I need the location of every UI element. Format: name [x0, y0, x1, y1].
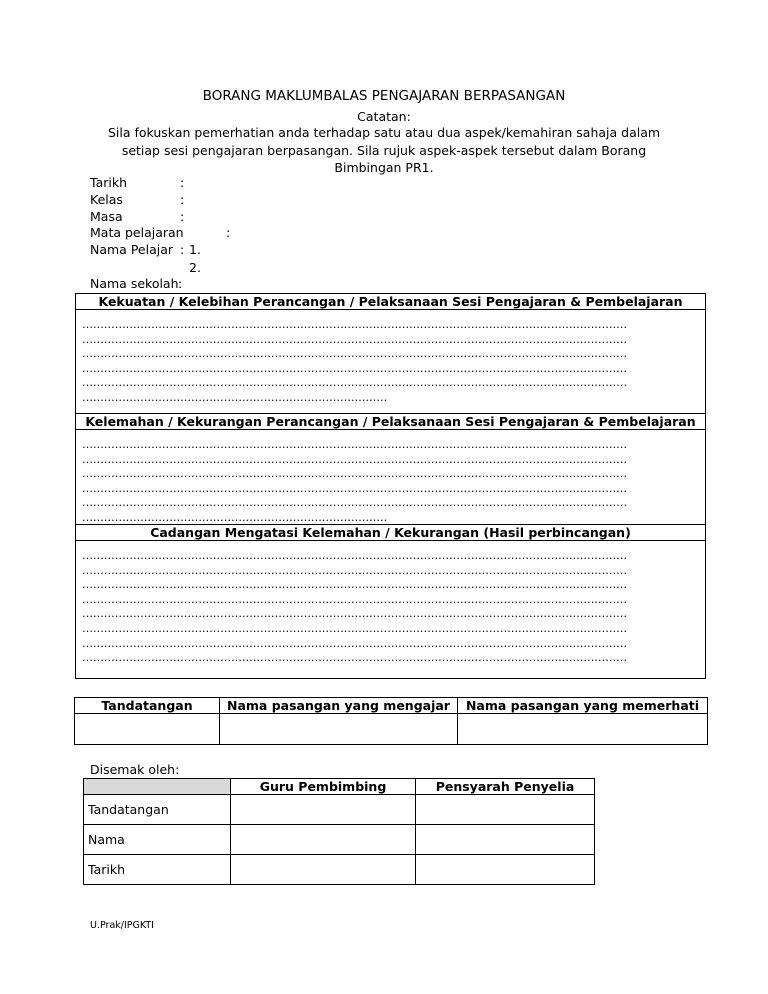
review-input-cell[interactable] [416, 825, 595, 855]
dotted-line: …………………………………………………………………………………………………………………………………… [82, 496, 628, 510]
section-heading-cadangan: Cadangan Mengatasi Kelemahan / Kekurangan (Hasil perbincangan) [76, 524, 705, 541]
review-row-label: Tarikh [84, 855, 231, 885]
dotted-line: …………………………………………………………………………………………………………………………………… [82, 347, 628, 361]
note-line: setiap sesi pengajaran berpasangan. Sila rujuk aspek-aspek tersebut dalam Borang [121, 142, 647, 158]
dotted-line: ………………………………………………………………………… [82, 510, 388, 524]
colon: : [178, 276, 183, 291]
catatan-label: Catatan: [357, 109, 411, 124]
dotted-line: …………………………………………………………………………………………………………………………………… [82, 549, 628, 562]
guru-pembimbing-header: Guru Pembimbing [231, 779, 416, 795]
colon: : [180, 192, 185, 207]
note-line: Bimbingan PR1. [334, 160, 434, 175]
dotted-line: …………………………………………………………………………………………………………………………………… [82, 621, 628, 635]
dotted-line: …………………………………………………………………………………………………………………………………… [82, 318, 628, 331]
signature-table [74, 697, 708, 745]
colon: : [226, 225, 231, 240]
kelemahan-answer-area[interactable] [76, 430, 705, 524]
review-input-cell[interactable] [416, 795, 595, 825]
teaching-partner-cell[interactable] [220, 714, 458, 745]
signature-cell[interactable] [75, 714, 220, 745]
review-corner-cell [84, 779, 231, 795]
student-number-1: 1. [189, 242, 201, 257]
note [96, 124, 672, 177]
dotted-line: …………………………………………………………………………………………………………………………………… [82, 607, 628, 621]
feedback-box [75, 293, 706, 679]
dotted-line: …………………………………………………………………………………………………………………………………… [82, 361, 628, 375]
review-input-cell[interactable] [231, 855, 416, 885]
dotted-line: …………………………………………………………………………………………………………………………………… [82, 578, 628, 592]
kelas-label: Kelas [90, 192, 123, 207]
dotted-line: …………………………………………………………………………………………………………………………………… [82, 563, 628, 577]
masa-label: Masa [90, 209, 123, 224]
footer-code: U.Prak/IPGKTI [90, 920, 154, 931]
dotted-line: …………………………………………………………………………………………………………………………………… [82, 592, 628, 606]
mata-pelajaran-label: Mata pelajaran [90, 225, 184, 240]
student-number-2: 2. [189, 260, 201, 275]
review-input-cell[interactable] [416, 855, 595, 885]
disemak-label: Disemak oleh: [90, 762, 180, 777]
form-title: BORANG MAKLUMBALAS PENGAJARAN BERPASANGAN [202, 88, 566, 104]
pensyarah-penyelia-header: Pensyarah Penyelia [416, 779, 595, 795]
dotted-line: …………………………………………………………………………………………………………………………………… [82, 332, 628, 346]
review-input-cell[interactable] [231, 795, 416, 825]
colon: : [180, 242, 185, 257]
dotted-line: …………………………………………………………………………………………………………………………………… [82, 467, 628, 481]
dotted-line: …………………………………………………………………………………………………………………………………… [82, 636, 628, 650]
dotted-line: …………………………………………………………………………………………………………………………………… [82, 481, 628, 495]
cadangan-answer-area[interactable] [76, 541, 705, 669]
observing-partner-header: Nama pasangan yang memerhati [458, 698, 708, 714]
tarikh-label: Tarikh [90, 175, 127, 190]
kekuatan-answer-area[interactable] [76, 310, 705, 413]
dotted-line: …………………………………………………………………………………………………………………………………… [82, 376, 628, 390]
review-input-cell[interactable] [231, 825, 416, 855]
section-heading-kekuatan: Kekuatan / Kelebihan Perancangan / Pelaksanaan Sesi Pengajaran & Pembelajaran [76, 294, 705, 310]
signature-header: Tandatangan [75, 698, 220, 714]
review-row-label: Nama [84, 825, 231, 855]
dotted-line: …………………………………………………………………………………………………………………………………… [82, 452, 628, 466]
nama-sekolah-label: Nama sekolah [90, 276, 179, 291]
colon: : [180, 209, 185, 224]
teaching-partner-header: Nama pasangan yang mengajar [220, 698, 458, 714]
dotted-line: …………………………………………………………………………………………………………………………………… [82, 438, 628, 451]
colon: : [180, 175, 185, 190]
review-table [83, 778, 595, 885]
dotted-line: …………………………………………………………………………………………………………………………………… [82, 651, 628, 665]
review-row-label: Tandatangan [84, 795, 231, 825]
note-line: Sila fokuskan pemerhatian anda terhadap satu atau dua aspek/kemahiran sahaja dalam [107, 125, 661, 140]
dotted-line: ………………………………………………………………………… [82, 390, 388, 404]
nama-pelajar-label: Nama Pelajar [90, 242, 174, 257]
observing-partner-cell[interactable] [458, 714, 708, 745]
section-heading-kelemahan: Kelemahan / Kekurangan Perancangan / Pelaksanaan Sesi Pengajaran & Pembelajaran [76, 413, 705, 430]
